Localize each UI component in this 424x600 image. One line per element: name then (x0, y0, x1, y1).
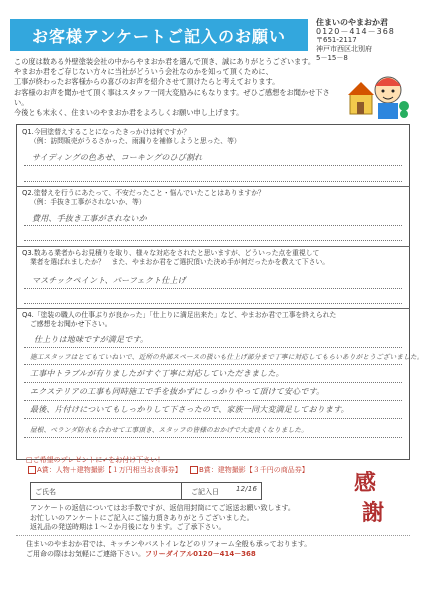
q4-answer-line[interactable]: 最後、片付けについてもしっかりして下さったので、家族一同大変満足しております。 (30, 405, 349, 414)
name-date-divider (181, 483, 182, 499)
q2-answer[interactable]: 費用、手抜き工事がされないか (32, 214, 147, 223)
note-line: 返礼品の発送時期は１～２か月後になります。ご了承下さい。 (30, 523, 226, 531)
checkbox-a[interactable] (28, 466, 36, 474)
name-date-box (30, 482, 262, 500)
thanks-kanji-1: 感 (354, 470, 377, 496)
question-divider (16, 186, 410, 187)
answer-line (24, 288, 402, 289)
present-option-a-label: A賞：人物＋建物撮影【１万円相当お食事券】 (37, 466, 182, 474)
q4-answer-line[interactable]: 施工スタッフはとてもていねいで、近所の外部スペースの扱いも仕上げ部分まで丁寧に対応してもらいありがとうございました。 (30, 353, 424, 361)
thanks-kanji-2: 謝 (362, 500, 385, 526)
name-label: ご氏名 (35, 488, 56, 496)
footer-phone: フリーダイアル0120－414－368 (145, 549, 256, 558)
company-postal: 〒651-2117 (316, 36, 357, 44)
answer-line (24, 181, 402, 182)
question-divider (16, 246, 410, 247)
q4-answer-line[interactable]: エクステリアの工事も同時施工で手を抜かずにしっかりやって頂けて安心です。 (30, 387, 325, 396)
q3-label-cont: 業者を選ばれましたか？ また、やまおか君をご選択頂いた決め手が何だったかを教えて下さい。 (30, 258, 330, 266)
q3-answer[interactable]: マスチックペイント、パーフェクト仕上げ (32, 276, 186, 285)
present-option-b-label: B賞：建物撮影【３千円の商品券】 (199, 466, 309, 474)
footer-line-1: 住まいのやまおか君では、キッチンやバストイレなどのリフォーム全般も承っております。 (26, 540, 312, 548)
q2-example: （例：手抜き工事がされないか、等） (30, 198, 146, 206)
footer-line-2 (26, 550, 416, 560)
q2-label: Q2.塗替えを行うにあたって、不安だったこと・悩んでいたことはありますか？ (22, 189, 265, 197)
answer-line (24, 418, 402, 419)
mascot-illustration (348, 64, 410, 126)
footer-divider (16, 535, 410, 536)
company-address-line2: 5－15－8 (316, 54, 348, 62)
q4-answer-line[interactable]: 工事中トラブルが有りましたがすぐ丁寧に対応していただきました。 (30, 369, 284, 378)
present-lead: □ご希望のプレゼントに✓をお付け下さい！ (26, 456, 165, 464)
q1-answer[interactable]: サイディングの色あせ、コーキングのひび割れ (32, 153, 203, 162)
q4-answer-line[interactable]: 屋根、ベランダ防水も合わせて工事頂き、スタッフの皆様のおかげで大変良くなりました。 (30, 426, 309, 434)
answer-line (24, 364, 402, 365)
answer-line (24, 400, 402, 401)
footer (26, 540, 416, 559)
answer-line (24, 303, 402, 304)
intro-line: お客様のお声を聞かせて頂く事はスタッフ一同大変励みにもなります。ぜひご感想をお聞かせ下さい。 (14, 87, 330, 107)
present-option-b[interactable] (190, 465, 309, 475)
footer-line-2-text: ご用命の際はお気軽にご連絡下さい。 (26, 549, 145, 558)
answer-line (24, 240, 402, 241)
q4-answer-line[interactable]: 仕上りは地味ですが満足です。 (34, 335, 149, 344)
q1-label: Q1.今回塗替えすることになったきっかけは何ですか？ (22, 128, 191, 136)
company-name: 住まいのやまおか君 (316, 18, 388, 27)
intro-line: 今後とも末永く、住まいのやまおか君をよろしくお願い申し上げます。 (14, 108, 244, 118)
date-value[interactable]: 12/16 (236, 485, 258, 493)
company-address-line1: 神戸市西区北別府 (316, 45, 372, 53)
q4-label-cont: ご感想をお聞かせ下さい。 (30, 320, 112, 328)
intro-line: やまおか君をご存じない方々に当社がどういう会社なのかを知って頂くために、 (14, 67, 273, 77)
date-label: ご記入日 (191, 488, 219, 496)
intro-line: この度は数ある外壁塗装会社の中からやまおか君を選んで頂き、誠にありがとうございます。 (14, 57, 316, 66)
question-divider (16, 308, 410, 309)
present-option-a[interactable] (28, 465, 182, 475)
notes (30, 504, 330, 533)
intro-line: 工事が終わったお客様からの喜びのお声を紹介させて頂けたらと考えております。 (14, 77, 280, 87)
intro-text (14, 57, 344, 118)
page-title: お客様アンケートご記入のお願い (10, 19, 308, 51)
note-line: アンケートの返信についてはお手数ですが、返信用封筒にてご返送お願い致します。 (30, 504, 295, 512)
q4-label: Q4.「塗装の職人の仕事ぶりが良かった」「仕上りに満足出来た」など、やまおか君で工事を終えられた (22, 311, 337, 319)
answer-line (24, 165, 402, 166)
q3-label: Q3.数ある業者からお見積りを取り、様々な対応をされたと思いますが、どういった点を重視して (22, 249, 320, 257)
answer-line (24, 437, 402, 438)
answer-line (24, 347, 402, 348)
checkbox-b[interactable] (190, 466, 198, 474)
q1-example: （例：訪問販売がうるさかった、雨漏りを補修しようと思った、等） (30, 137, 241, 145)
company-phone: 0120－414－368 (316, 27, 395, 36)
answer-line (24, 382, 402, 383)
answer-line (24, 225, 402, 226)
note-line: お忙しいのアンケートにご記入にご協力頂きありがとうございました。 (30, 513, 254, 522)
